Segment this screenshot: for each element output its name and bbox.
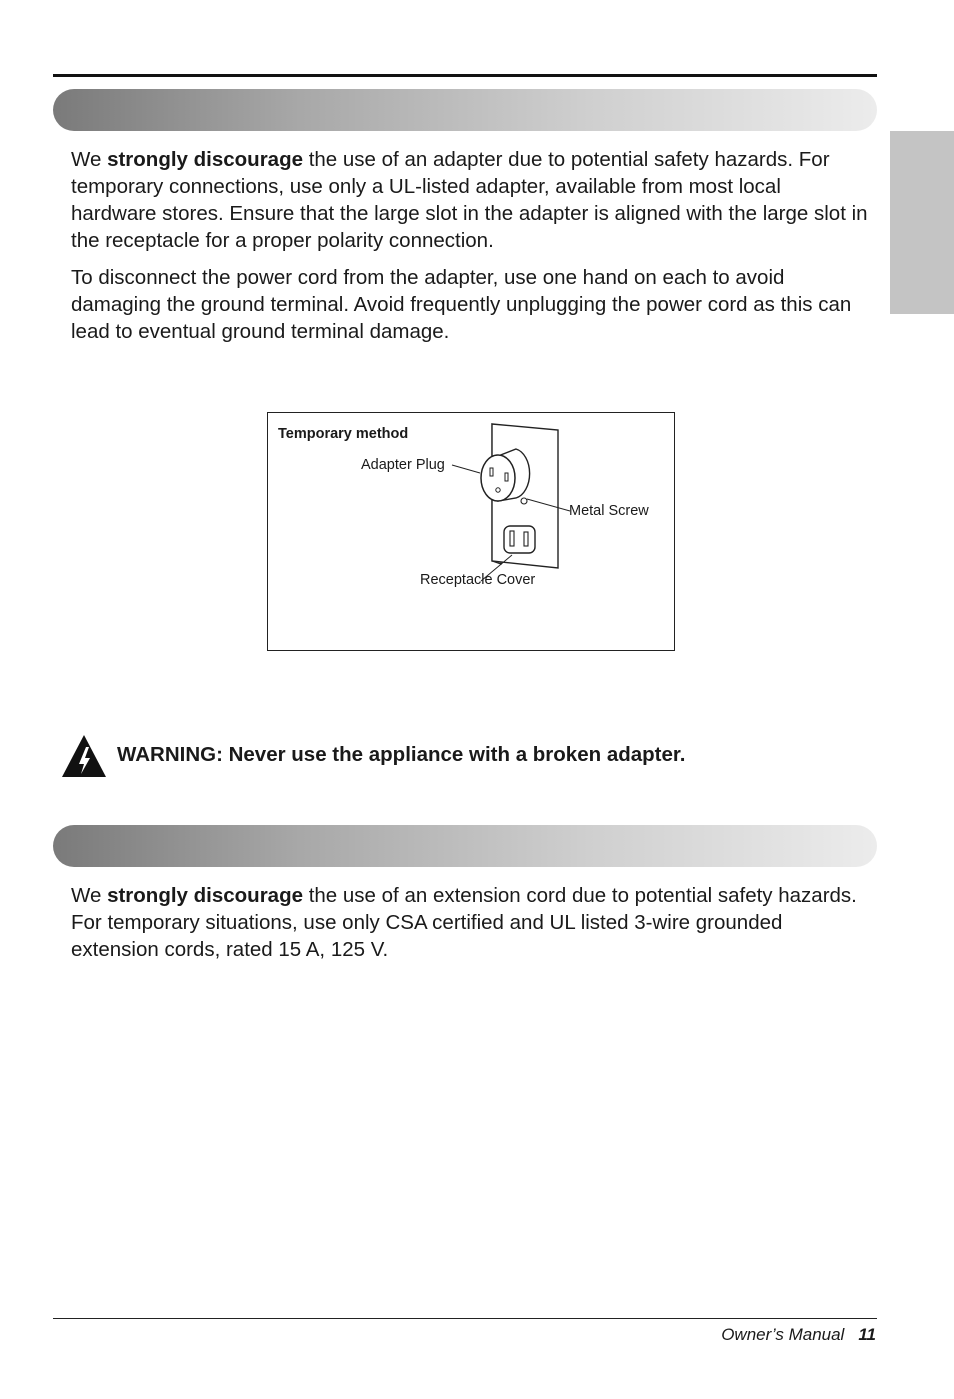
metal-screw-label: Metal Screw — [569, 503, 649, 519]
section-header-bar-adapter — [53, 89, 877, 131]
adapter-plug-label: Adapter Plug — [361, 457, 445, 473]
adapter-plug-face — [481, 455, 515, 501]
adapter-figure — [267, 412, 675, 651]
emphasis-text: strongly discourage — [107, 884, 304, 907]
manual-label: Owner’s Manual — [721, 1325, 845, 1344]
receptacle-slot — [510, 531, 514, 546]
figure-title: Temporary method — [278, 426, 409, 442]
extension-cord-paragraph: We strongly discourage the use of an extension cord due to potential safety hazards. For temporary situations, use only CSA certified and UL listed 3-wire grounded extension cords, rated 15 A, 125 V. — [71, 884, 857, 961]
adapter-paragraph-1: We strongly discourage the use of an adapter due to potential safety hazards. For temporary connections, use only a UL-listed adapter, available from most local hardware stores. Ensure that the large slot in the adapter is aligned with the large slot in the receptacle for a proper polarity connection. — [71, 148, 868, 252]
adapter-slot — [490, 468, 493, 476]
adapter-ground-hole — [496, 488, 500, 492]
emphasis-text: strongly discourage — [107, 148, 304, 171]
warning-text: WARNING: Never use the appliance with a broken adapter. — [117, 743, 686, 766]
outlet-adapter-illustration — [268, 413, 674, 650]
metal-screw — [521, 498, 527, 504]
page-footer — [721, 1325, 876, 1345]
lower-receptacle — [504, 526, 535, 553]
adapter-paragraph-2: To disconnect the power cord from the adapter, use one hand on each to avoid damaging the ground terminal. Avoid frequently unplugging the power cord as this can lead to eventual ground terminal damage. — [71, 266, 852, 343]
section-header-bar-extension-cord — [53, 825, 877, 867]
warning-lightning-icon — [61, 734, 107, 778]
receptacle-slot — [524, 532, 528, 546]
adapter-plug-leader — [452, 465, 480, 473]
top-rule — [53, 74, 877, 77]
page-number: 11 — [858, 1325, 876, 1344]
receptacle-cover-label: Receptacle Cover — [420, 572, 536, 588]
adapter-slot — [505, 473, 508, 481]
bottom-rule — [53, 1318, 877, 1319]
side-tab — [890, 131, 954, 314]
